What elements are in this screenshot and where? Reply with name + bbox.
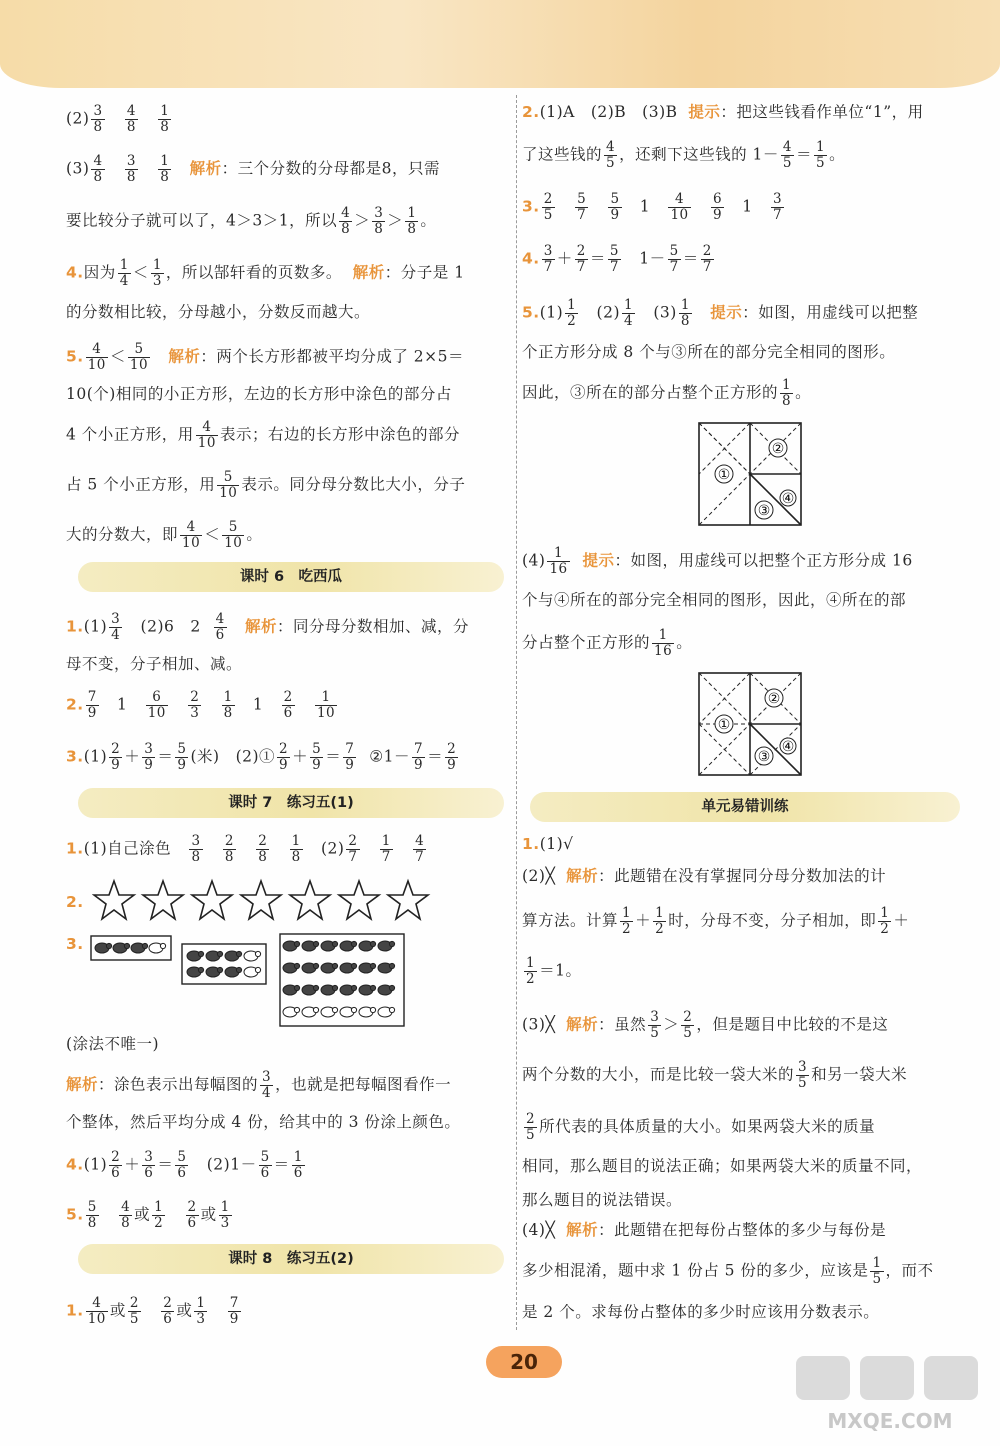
answer-line: $\frac{1}{2}$ ＝1。 [526,955,582,987]
section-header: 课时 8 练习五(2) [78,1244,504,1274]
answer-line: 个整体，然后平均分成 4 份，给其中的 3 份涂上颜色。 [66,1113,461,1131]
sheep-icon [225,967,242,977]
sheep-icon [378,1007,395,1017]
answer-line: 要比较分子就可以了，4＞3＞1，所以 $\frac{4}{8}$ ＞ $\frac{3}{8}$ ＞ $\frac{1}{8}$ 。 [66,205,437,237]
sheep-icon [359,941,376,951]
svg-text:③: ③ [757,503,771,519]
star-icon [192,881,232,919]
sheep-icon [95,943,112,953]
sheep-icon [283,963,300,973]
answer-line: 个正方形分成 8 个与③所在的部分完全相同的图形。 [522,343,896,361]
sheep-groups-figure [90,932,410,1030]
star-icon [339,881,379,919]
sheep-icon [321,963,338,973]
answer-line: 4 个小正方形，用 $\frac{4}{10}$ 表示；右边的长方形中涂色的部分 [66,419,460,451]
answer-line: 2.(1)A (2)B (3)B 提示：把这些钱看作单位“1”，用 [522,102,924,121]
section-header: 单元易错训练 [530,792,960,822]
answer-line: (2) $\frac{3}{8}$ $\frac{4}{8}$ $\frac{1}{8}$ [66,103,170,135]
answer-line: 1. $\frac{4}{10}$ 或 $\frac{2}{5}$ $\frac{2}{6}$ 或 $\frac{1}{3}$ $\frac{7}{9}$ [66,1295,239,1327]
sheep-icon [302,1007,319,1017]
sheep-icon [225,951,242,961]
svg-text:③: ③ [757,749,771,765]
sheep-icon [321,941,338,951]
answer-line: 的分数相比较，分母越小，分数反而越大。 [66,303,371,321]
sheep-icon [113,943,130,953]
column-divider [516,95,517,1330]
answer-line: 个与④所在的部分完全相同的图形，因此，④所在的部 [522,591,907,609]
sheep-icon [302,963,319,973]
answer-line: 占 5 个小正方形，用 $\frac{5}{10}$ 表示。同分母分数比大小，分子 [66,469,466,501]
sheep-icon [283,1007,300,1017]
answer-line: (4) $\frac{1}{16}$ 提示：如图，用虚线可以把整个正方形分成 16 [522,545,913,577]
answer-line: 分占整个正方形的 $\frac{1}{16}$ 。 [522,627,693,659]
answer-line: 5.(1) $\frac{1}{2}$ (2) $\frac{1}{4}$ (3) $\frac{1}{8}$ 提示：如图，用虚线可以把整 [522,297,919,329]
answer-line: 1.(1)自己涂色 $\frac{3}{8}$ $\frac{2}{8}$ $\frac{2}{8}$ $\frac{1}{8}$ (2) $\frac{2}{7}$ $\frac{1}{7}$ $\frac{4}{7}$ [66,833,425,865]
answer-line: 母不变，分子相加、减。 [66,655,243,673]
answer-line: 2. [66,893,84,911]
sheep-icon [378,941,395,951]
svg-text:④: ④ [781,491,795,507]
answer-line: 3.(1) $\frac{2}{9}$ ＋ $\frac{3}{9}$ ＝ $\frac{5}{9}$ (米) (2)① $\frac{2}{9}$ ＋ $\frac{5}{9}$ ＝ $\frac{7}{9}$ ②1－ $\frac{7}{9}$ ＝ $\frac{2}{9}$ [66,741,457,773]
svg-text:①: ① [717,467,731,483]
star-icon [290,881,330,919]
answer-line: 5. $\frac{4}{10}$ ＜ $\frac{5}{10}$ 解析：两个长方形都被平均分成了 2×5＝ [66,341,465,373]
sheep-icon [359,963,376,973]
header-decoration [0,0,1000,88]
answer-line: 两个分数的大小，而是比较一袋大米的 $\frac{3}{5}$ 和另一袋大米 [522,1059,908,1091]
sheep-icon [321,985,338,995]
stars-figure [92,878,436,924]
sheep-icon [359,1007,376,1017]
answer-line: 解析：涂色表示出每幅图的 $\frac{3}{4}$ ，也就是把每幅图看作一 [66,1069,452,1101]
answer-line: 3. [66,935,84,953]
section-header: 课时 7 练习五(1) [78,788,504,818]
answer-line: 了这些钱的 $\frac{4}{5}$ ，还剩下这些钱的 1－ $\frac{4}{5}$ ＝ $\frac{1}{5}$ 。 [522,139,846,171]
sheep-icon [149,943,166,953]
answer-line: 4.(1) $\frac{2}{6}$ ＋ $\frac{3}{6}$ ＝ $\frac{5}{6}$ (2)1－ $\frac{5}{6}$ ＝ $\frac{1}{6}$ [66,1149,303,1181]
note: (涂法不唯一) [66,1035,160,1053]
answer-line: 那么题目的说法错误。 [522,1191,683,1209]
svg-text:MXQE.COM: MXQE.COM [827,1409,953,1433]
answer-line: 多少相混淆，题中求 1 份占 5 份的多少，应该是 $\frac{1}{5}$ ，而不 [522,1255,934,1287]
star-icon [388,881,428,919]
answer-line: 4. $\frac{3}{7}$ ＋ $\frac{2}{7}$ ＝ $\frac{5}{7}$ 1－ $\frac{5}{7}$ ＝ $\frac{2}{7}$ [522,243,712,275]
answer-line: 3. $\frac{2}{5}$ $\frac{5}{7}$ $\frac{5}{9}$ 1 $\frac{4}{10}$ $\frac{6}{9}$ 1 $\frac{3}{7}$ [522,191,783,223]
answer-line: 2. $\frac{7}{9}$ 1 $\frac{6}{10}$ $\frac{2}{3}$ $\frac{1}{8}$ 1 $\frac{2}{6}$ $\frac{1}{10}$ [66,689,336,721]
sheep-icon [359,985,376,995]
square-figure-sixteenths [698,672,802,776]
sheep-icon [187,951,204,961]
sheep-icon [206,967,223,977]
answer-line: (2)╳ 解析：此题错在没有掌握同分母分数加法的计 [522,866,887,885]
answer-line: (4)╳ 解析：此题错在把每份占整体的多少与每份是 [522,1220,887,1239]
sheep-icon [340,1007,357,1017]
star-icon [241,881,281,919]
answer-line: 1.(1) $\frac{3}{4}$ (2)6 2 $\frac{4}{6}$ 解析：同分母分数相加、减，分 [66,611,469,643]
svg-text:②: ② [767,691,781,707]
answer-line: 4.因为 $\frac{1}{4}$ ＜ $\frac{1}{3}$ ，所以郜轩看的页数多。 解析：分子是 1 [66,257,465,289]
square-figure-eighths [698,422,802,526]
watermark-logo [790,1352,990,1436]
answer-line: 10(个)相同的小正方形，左边的长方形中涂色的部分占 [66,385,452,403]
sheep-icon [244,951,261,961]
section-header: 课时 6 吃西瓜 [78,562,504,592]
answer-line: 是 2 个。求每份占整体的多少时应该用分数表示。 [522,1303,880,1321]
sheep-icon [283,941,300,951]
sheep-icon [206,951,223,961]
svg-text:②: ② [771,441,785,457]
answer-line: 1.(1)√ [522,835,574,853]
star-icon [143,881,183,919]
sheep-icon [302,985,319,995]
answer-line: 算方法。计算 $\frac{1}{2}$ ＋ $\frac{1}{2}$ 时，分母不变，分子相加，即 $\frac{1}{2}$ ＋ [522,905,910,937]
sheep-icon [340,941,357,951]
answer-line: 5. $\frac{5}{8}$ $\frac{4}{8}$ 或 $\frac{1}{2}$ $\frac{2}{6}$ 或 $\frac{1}{3}$ [66,1199,230,1231]
star-icon [94,881,134,919]
sheep-icon [283,985,300,995]
sheep-icon [321,1007,338,1017]
svg-text:④: ④ [781,739,795,755]
answer-line: $\frac{2}{5}$ 所代表的具体质量的大小。如果两袋大米的质量 [526,1111,876,1143]
sheep-icon [244,967,261,977]
sheep-icon [131,943,148,953]
sheep-icon [378,963,395,973]
answer-line: (3) $\frac{4}{8}$ $\frac{3}{8}$ $\frac{1}{8}$ 解析：三个分数的分母都是8，只需 [66,153,440,185]
answer-line: 相同，那么题目的说法正确；如果两袋大米的质量不同， [522,1157,923,1175]
answer-line: 大的分数大，即 $\frac{4}{10}$ ＜ $\frac{5}{10}$ 。 [66,519,263,551]
page-number: 20 [486,1346,562,1378]
sheep-icon [187,967,204,977]
sheep-icon [340,985,357,995]
answer-line: 因此，③所在的部分占整个正方形的 $\frac{1}{8}$ 。 [522,377,812,409]
svg-text:①: ① [717,717,731,733]
sheep-icon [302,941,319,951]
sheep-icon [340,963,357,973]
answer-line: (3)╳ 解析：虽然 $\frac{3}{5}$ ＞ $\frac{2}{5}$ ，但是题目中比较的不是这 [522,1009,889,1041]
sheep-icon [378,985,395,995]
